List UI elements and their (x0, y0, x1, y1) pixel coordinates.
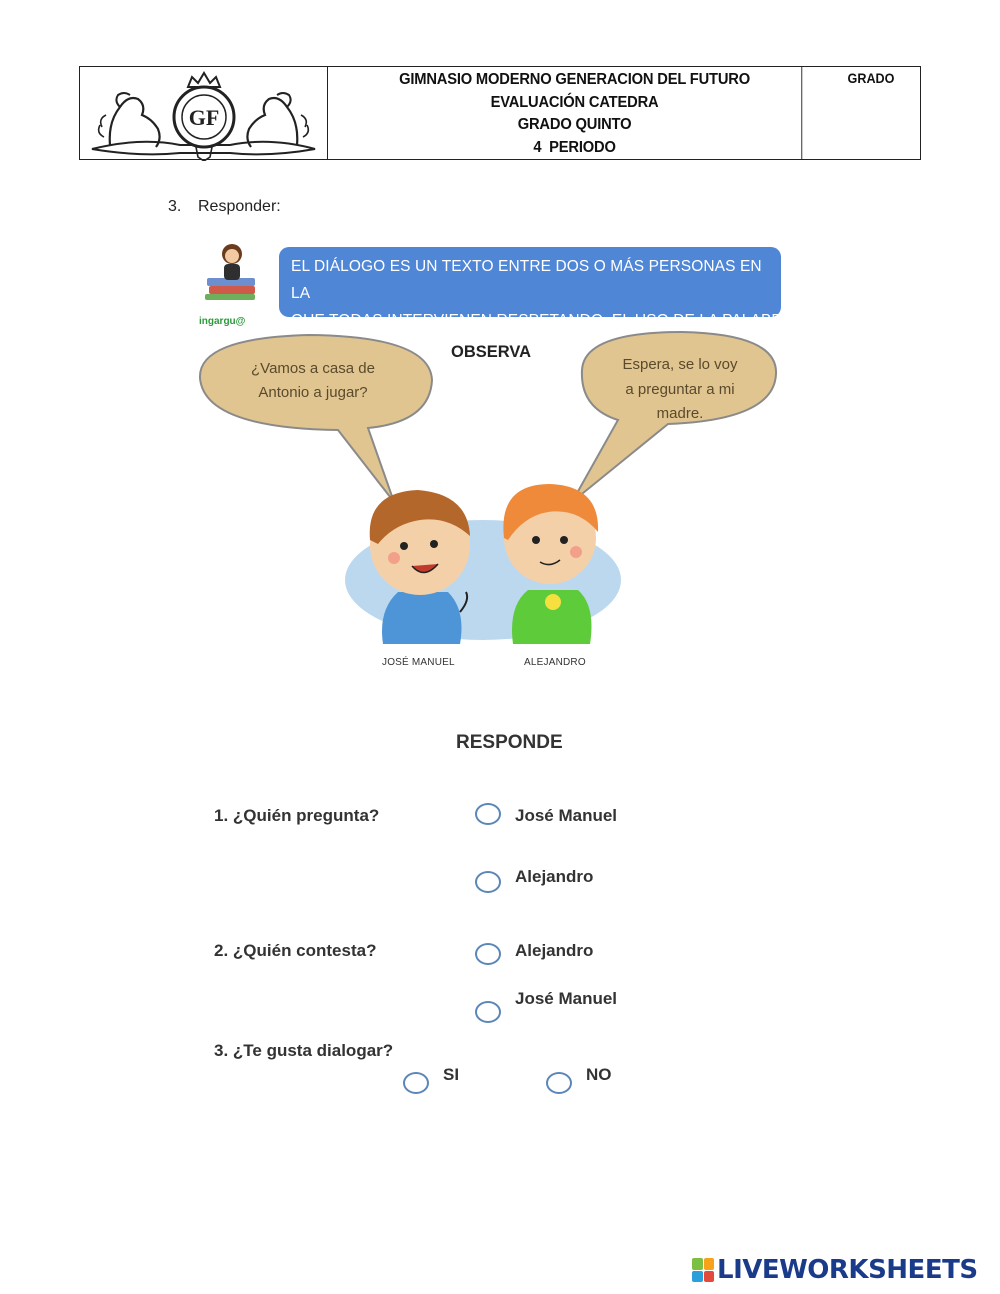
question-1: 1. ¿Quién pregunta? (214, 806, 380, 825)
responde-title: RESPONDE (456, 732, 563, 753)
liveworksheets-brand[interactable] (692, 1255, 978, 1285)
liveworksheets-brand-text: LIVEWORKSHEETS (717, 1255, 978, 1285)
alejandro-character (503, 484, 598, 644)
bubble-line: Espera, se lo voy (622, 356, 738, 373)
radio-q1-jose-manuel[interactable] (475, 803, 501, 825)
logo-monogram: GF (188, 105, 220, 130)
school-crest-logo (80, 67, 327, 161)
option-q3-no: NO (586, 1065, 612, 1084)
bubble-left-text (228, 357, 398, 405)
bubble-line: ¿Vamos a casa de (251, 360, 375, 377)
header-table (79, 66, 921, 160)
header-title-line: EVALUACIÓN CATEDRA (490, 93, 659, 111)
liveworksheets-logo-icon (692, 1258, 714, 1282)
jose-manuel-character (370, 490, 470, 644)
radio-q3-si[interactable] (403, 1072, 429, 1094)
option-q1-alejandro: Alejandro (515, 867, 594, 886)
teacher-avatar-icon (205, 244, 255, 300)
character-name-jose-manuel: JOSÉ MANUEL (382, 657, 455, 668)
question-text: Responder: (198, 198, 281, 215)
author-tag: ingargu@ (199, 316, 246, 327)
bubble-right-text (605, 353, 755, 427)
radio-q2-alejandro[interactable] (475, 943, 501, 965)
character-name-alejandro: ALEJANDRO (524, 657, 586, 668)
question-2: 2. ¿Quién contesta? (214, 941, 377, 960)
definition-line: QUE TODAS INTERVIENEN RESPETANDO EL USO DE LA PALABRA (291, 312, 794, 329)
question-3: 3. ¿Te gusta dialogar? (214, 1041, 394, 1060)
logo-cell (80, 67, 328, 159)
option-q2-jose-manuel: José Manuel (515, 989, 618, 1008)
header-title-line: GRADO QUINTO (517, 116, 632, 133)
option-q3-si: SI (443, 1065, 460, 1084)
bubble-line: a preguntar a mi (625, 380, 735, 398)
header-title-line: GIMNASIO MODERNO GENERACION DEL FUTURO (399, 71, 751, 88)
question-label (168, 198, 281, 216)
option-q2-alejandro: Alejandro (515, 941, 594, 960)
option-q1-jose-manuel: José Manuel (515, 806, 618, 825)
question-number: 3. (168, 198, 182, 215)
radio-q3-no[interactable] (546, 1072, 572, 1094)
definition-banner (279, 247, 794, 329)
header-title-line: 4 PERIODO (533, 138, 616, 156)
radio-q1-alejandro[interactable] (475, 871, 501, 893)
bubble-line: Antonio a jugar? (258, 384, 368, 401)
radio-q2-jose-manuel[interactable] (475, 1001, 501, 1023)
bubble-line: madre. (656, 405, 704, 422)
header-title (348, 67, 802, 159)
definition-line: EL DIÁLOGO ES UN TEXTO ENTRE DOS O MÁS PERSONAS EN LA (291, 258, 762, 302)
observe-title: OBSERVA (451, 343, 532, 361)
grado-cell: GRADO (847, 70, 895, 86)
